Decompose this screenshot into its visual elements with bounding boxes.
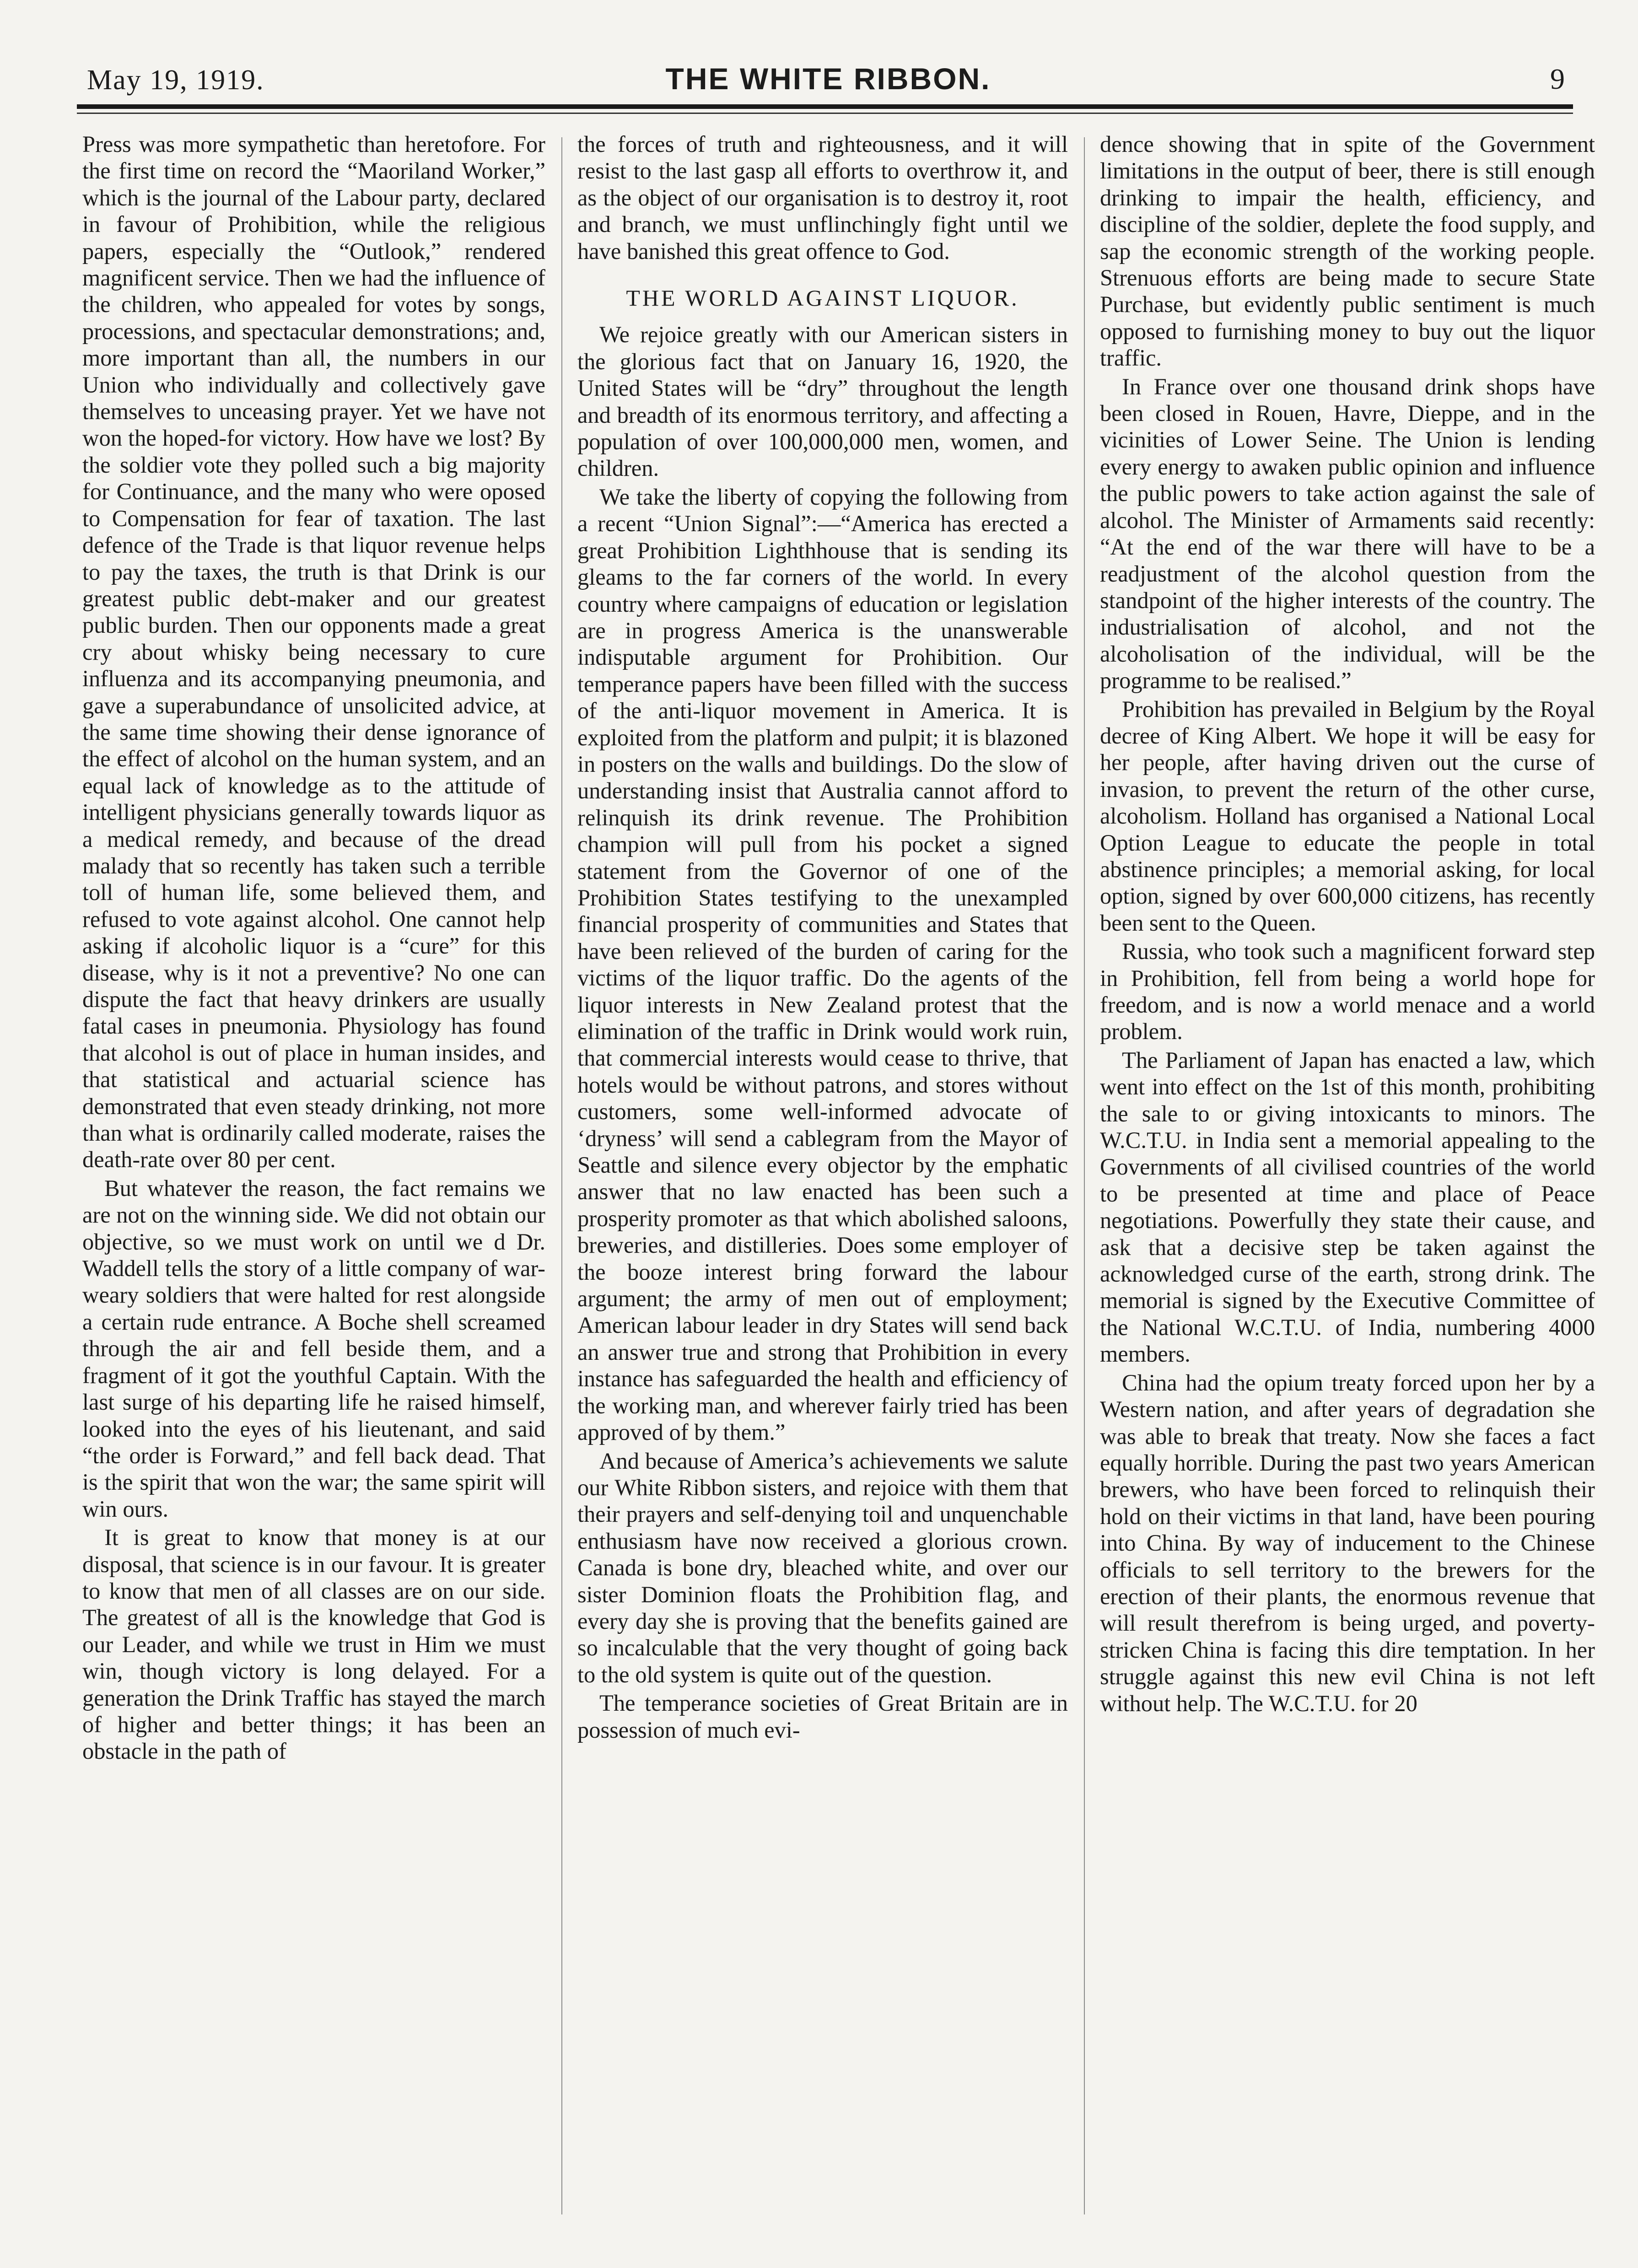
header-rule-thick (77, 104, 1573, 109)
page-number: 9 (1550, 63, 1565, 95)
masthead-title: THE WHITE RIBBON. (665, 62, 991, 96)
header-rule-thin (77, 113, 1573, 114)
paragraph: The Parliament of Japan has enacted a law, which went into effect on the 1st of this month, prohibiting the sale to or giving intoxicants to minors. The W.C.T.U. in India sent a memorial appealing to the Governments of all civilised countries of the world to be presented at time and place of Peace negotiations. Powerfully they state their cause, and ask that a decisive step be taken against the acknowledged curse of the earth, strong drink. The memorial is signed by the Executive Committee of the National W.C.T.U. of India, numbering 4000 members. (1100, 1047, 1595, 1367)
page-header (82, 55, 1574, 110)
text-column-3 (1100, 131, 1595, 2217)
paragraph: Press was more sympathetic than heretofore. For the first time on record the “Maoriland Worker,” which is the journal of the Labour party, declared in favour of Prohibition, while the religious papers, especially the “Outlook,” rendered magnificent service. Then we had the influence of the children, who appealed for votes by songs, processions, and spectacular demonstrations; and, more important than all, the numbers in our Union who individually and collectively gave themselves to unceasing prayer. Yet we have not won the hoped-for victory. How have we lost? By the soldier vote they polled such a big majority for Continuance, and the many who were oposed to Compensation for fear of taxation. The last defence of the Trade is that liquor revenue helps to pay the taxes, the truth is that Drink is our greatest public debt-maker and our greatest public burden. Then our opponents made a great cry about whisky being necessary to cure influenza and its accompanying pneumonia, and gave a superabundance of unsolicited advice, at the same time showing their dense ignorance of the effect of alcohol on the human system, and an equal lack of knowledge as to the attitude of intelligent physicians generally towards liquor as a medical remedy, and because of the dread malady that so recently has taken such a terrible toll of human life, some believed them, and refused to vote against alcohol. One cannot help asking if alcoholic liquor is a “cure” for this disease, why is it not a preventive? No one can dispute the fact that heavy drinkers are usually fatal cases in pneumonia. Physiology has found that alcohol is out of place in human insides, and that statistical and actuarial science has demonstrated that even steady drinking, not more than what is ordinarily called moderate, raises the death-rate over 80 per cent. (82, 131, 545, 1173)
column-divider-1 (561, 137, 562, 2214)
paragraph: But whatever the reason, the fact remains we are not on the winning side. We did not obtain our objective, so we must work on until we d Dr. Waddell tells the story of a little company of war-weary soldiers that were halted for rest alongside a certain rude entrance. A Boche shell screamed through the air and fell beside them, and a fragment of it got the youthful Captain. With the last surge of his departing life he raised himself, looked into the eyes of his lieutenant, and said “the order is Forward,” and fell back dead. That is the spirit that won the war; the same spirit will win ours. (82, 1175, 545, 1522)
paragraph: The temperance societies of Great Britain are in possession of much evi- (577, 1690, 1068, 1743)
paragraph: And because of America’s achievements we salute our White Ribbon sisters, and rejoice with them that their prayers and self-denying toil and unquenchable enthusiasm have now received a glorious crown. Canada is bone dry, bleached white, and over our sister Dominion floats the Prohibition flag, and every day she is proving that the benefits gained are so incalculable that the very thought of going back to the old system is quite out of the question. (577, 1448, 1068, 1687)
paragraph: Russia, who took such a magnificent forward step in Prohibition, fell from being a world hope for freedom, and is now a world menace and a world problem. (1100, 938, 1595, 1045)
text-column-1 (82, 131, 545, 2217)
paragraph: China had the opium treaty forced upon her by a Western nation, and after years of degradation she was able to break that treaty. Now she faces a fact equally horrible. During the past two years American brewers, who have been forced to relinquish their hold on their victims in that land, have been pouring into China. By way of inducement to the Chinese officials to sell territory to the brewers for the erection of their plants, the enormous revenue that will result therefrom is being urged, and poverty-stricken China is facing this dire temptation. In her struggle against this new evil China is not left without help. The W.C.T.U. for 20 (1100, 1369, 1595, 1716)
paragraph: In France over one thousand drink shops have been closed in Rouen, Havre, Dieppe, and in the vicinities of Lower Seine. The Union is lending every energy to awaken public opinion and influence the public powers to take action against the sale of alcohol. The Minister of Armaments said recently: “At the end of the war there will have to be a readjustment of the alcohol question from the standpoint of the higher interests of the country. The industrialisation of alcohol, and not the alcoholisation of the individual, will be the programme to be realised.” (1100, 373, 1595, 694)
paragraph: It is great to know that money is at our disposal, that science is in our favour. It is greater to know that men of all classes are on our side. The greatest of all is the knowledge that God is our Leader, and while we trust in Him we must win, though victory is long delayed. For a generation the Drink Traffic has stayed the march of higher and better things; it has been an obstacle in the path of (82, 1525, 545, 1764)
paragraph: Prohibition has prevailed in Belgium by the Royal decree of King Albert. We hope it will be easy for her people, after having driven out the curse of invasion, to prevent the return of the other curse, alcoholism. Holland has organised a National Local Option League to educate the people in total abstinence principles; a memorial asking, for local option, signed by over 600,000 citizens, has recently been sent to the Queen. (1100, 696, 1595, 936)
header-date: May 19, 1919. (87, 65, 264, 96)
section-heading: THE WORLD AGAINST LIQUOR. (626, 285, 1019, 311)
paragraph: We rejoice greatly with our American sisters in the glorious fact that on January 16, 1920, the United States will be “dry” throughout the length and breadth of its enormous territory, and affecting a population of over 100,000,000 men, women, and children. (577, 322, 1068, 481)
paragraph: the forces of truth and righteousness, and it will resist to the last gasp all efforts to overthrow it, and as the object of our organisation is to destroy it, root and branch, we must unflinchingly fight until we have banished this great offence to God. (577, 131, 1068, 264)
column-divider-2 (1084, 137, 1085, 2214)
text-column-2 (577, 131, 1068, 2217)
paragraph: We take the liberty of copying the following from a recent “Union Signal”:—“America has erected a great Prohibition Lighthhouse that is sending its gleams to the far corners of the world. In every country where campaigns of education or legislation are in progress America is the unanswerable indisputable argument for Prohibition. Our temperance papers have been filled with the success of the anti-liquor movement in America. It is exploited from the platform and pulpit; it is blazoned in posters on the walls and buildings. Do the slow of understanding insist that Australia cannot afford to relinquish its drink revenue. The Prohibition champion will pull from his pocket a signed statement from the Governor of one of the Prohibition States testifying to the unexampled financial prosperity of communities and States that have been relieved of the burden of caring for the victims of the liquor traffic. Do the agents of the liquor interests in New Zealand protest that the elimination of the traffic in Drink would work ruin, that commercial interests would cease to thrive, that hotels would be without patrons, and stores without customers, some well-informed advocate of ‘dryness’ will send a cablegram from the Mayor of Seattle and silence every objector by the emphatic answer that no law enacted has been such a prosperity promoter as that which abolished saloons, breweries, and distilleries. Does some employer of the booze interest bring forward the labour argument; the army of men out of employment; American labour leader in dry States will send back an answer true and strong that Prohibition in every instance has safeguarded the health and efficiency of the working man, and wherever fairly tried has been approved of by them.” (577, 484, 1068, 1445)
paragraph: dence showing that in spite of the Government limitations in the output of beer, there is still enough drinking to impair the health, efficiency, and discipline of the soldier, deplete the food supply, and sap the economic strength of the working people. Strenuous efforts are being made to secure State Purchase, but evidently public sentiment is much opposed to furnishing money to buy out the liquor traffic. (1100, 131, 1595, 371)
